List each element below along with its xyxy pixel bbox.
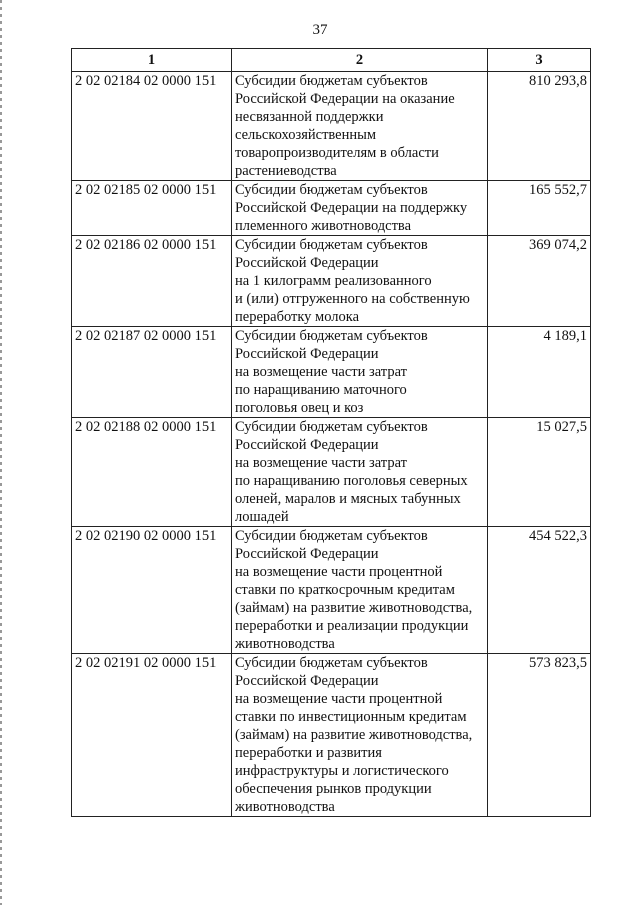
table-row — [72, 327, 591, 418]
column-header-amount: 3 — [488, 49, 591, 72]
row-code: 2 02 02191 02 0000 151 — [72, 654, 232, 817]
row-code: 2 02 02186 02 0000 151 — [72, 236, 232, 327]
row-description: Субсидии бюджетам субъектов Российской Федерации на возмещение части процентной ставки по инвестиционным кредитам (займам) на развитие животноводства, переработки и развития инфраструктуры и логистического обеспечения рынков продукции животноводства — [232, 654, 488, 817]
row-amount: 369 074,2 — [488, 236, 591, 327]
row-description: Субсидии бюджетам субъектов Российской Федерации на возмещение части процентной ставки по краткосрочным кредитам (займам) на развитие животноводства, переработки и реализации продукции животноводства — [232, 527, 488, 654]
row-amount: 573 823,5 — [488, 654, 591, 817]
row-amount: 454 522,3 — [488, 527, 591, 654]
column-header-description: 2 — [232, 49, 488, 72]
table-row — [72, 527, 591, 654]
row-code: 2 02 02188 02 0000 151 — [72, 418, 232, 527]
row-code: 2 02 02184 02 0000 151 — [72, 72, 232, 181]
table-row — [72, 72, 591, 181]
row-description: Субсидии бюджетам субъектов Российской Федерации на 1 килограмм реализованного и (или) отгруженного на собственную переработку молока — [232, 236, 488, 327]
row-description: Субсидии бюджетам субъектов Российской Федерации на возмещение части затрат по наращиванию поголовья северных оленей, маралов и мясных табунных лошадей — [232, 418, 488, 527]
row-amount: 165 552,7 — [488, 181, 591, 236]
row-description: Субсидии бюджетам субъектов Российской Федерации на возмещение части затрат по наращиванию маточного поголовья овец и коз — [232, 327, 488, 418]
table-row — [72, 654, 591, 817]
table-header-row — [72, 49, 591, 72]
row-amount: 810 293,8 — [488, 72, 591, 181]
table-row — [72, 181, 591, 236]
row-amount: 4 189,1 — [488, 327, 591, 418]
row-description: Субсидии бюджетам субъектов Российской Федерации на поддержку племенного животноводства — [232, 181, 488, 236]
row-code: 2 02 02185 02 0000 151 — [72, 181, 232, 236]
row-code: 2 02 02187 02 0000 151 — [72, 327, 232, 418]
column-header-code: 1 — [72, 49, 232, 72]
table-row — [72, 418, 591, 527]
budget-table — [71, 48, 591, 817]
row-code: 2 02 02190 02 0000 151 — [72, 527, 232, 654]
row-description: Субсидии бюджетам субъектов Российской Федерации на оказание несвязанной поддержки сельскохозяйственным товаропроизводителям в области растениеводства — [232, 72, 488, 181]
scan-edge — [0, 0, 2, 905]
row-amount: 15 027,5 — [488, 418, 591, 527]
page-number: 37 — [312, 22, 328, 38]
table-row — [72, 236, 591, 327]
